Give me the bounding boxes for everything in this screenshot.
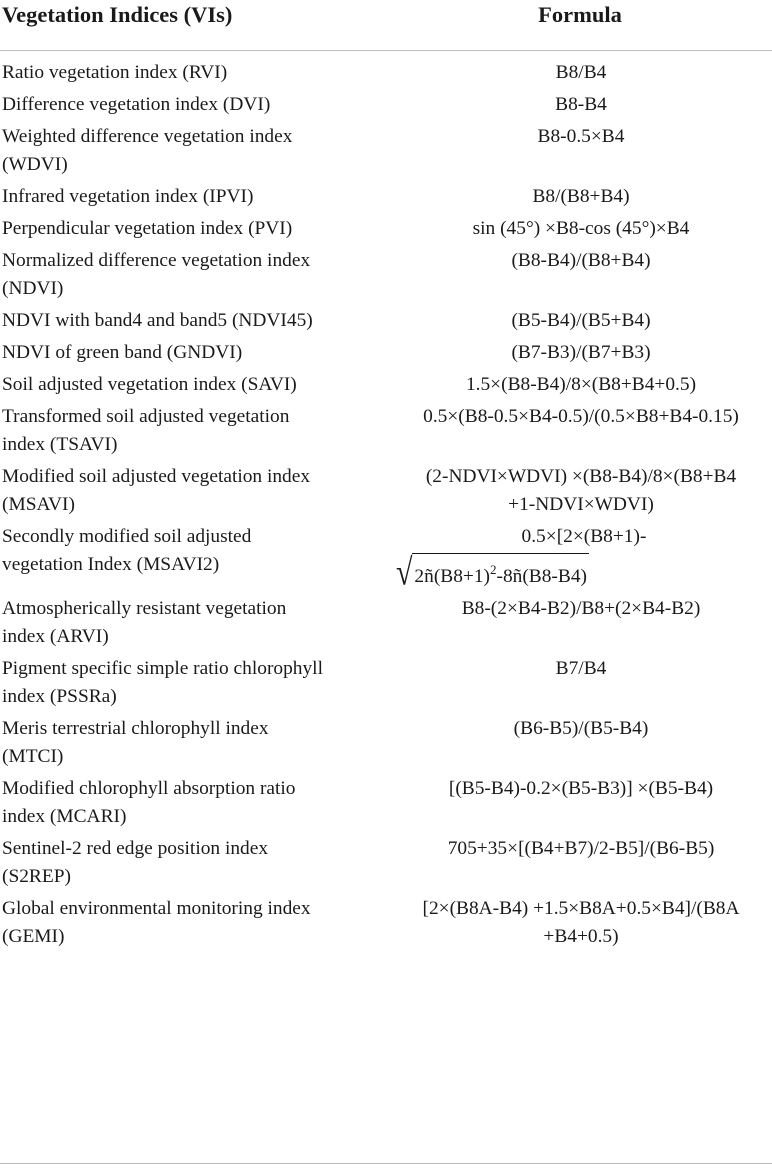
table-body bbox=[0, 51, 772, 951]
vi-name-line2: index (TSAVI) bbox=[2, 434, 118, 455]
vi-name: Ratio vegetation index (RVI) bbox=[2, 62, 228, 83]
table-row-pssra bbox=[0, 655, 772, 711]
vi-name-line1: Normalized difference vegetation index bbox=[2, 250, 311, 271]
table-bottom-rule bbox=[0, 1163, 772, 1164]
table-row-gndvi bbox=[0, 339, 772, 367]
vi-name-line2: (S2REP) bbox=[2, 866, 71, 887]
table-header bbox=[0, 0, 772, 51]
vi-name: Soil adjusted vegetation index (SAVI) bbox=[2, 374, 297, 395]
vi-name bbox=[0, 403, 390, 459]
table-row-wdvi bbox=[0, 123, 772, 179]
vi-formula: B8-B4 bbox=[555, 94, 607, 115]
table-row-rvi bbox=[0, 59, 772, 87]
table-row-arvi bbox=[0, 595, 772, 651]
vi-formula: (B7-B3)/(B7+B3) bbox=[511, 342, 651, 363]
vi-name bbox=[0, 775, 390, 831]
table-row-s2rep bbox=[0, 835, 772, 891]
vi-name-line2: (NDVI) bbox=[2, 278, 64, 299]
radicand bbox=[412, 553, 589, 591]
vi-formula-line1: 0.5×[2×(B8+1)- bbox=[521, 526, 647, 547]
table-row-savi bbox=[0, 371, 772, 399]
vi-name-line1: Secondly modified soil adjusted bbox=[2, 526, 252, 547]
vi-name: NDVI of green band (GNDVI) bbox=[2, 342, 243, 363]
vi-formula-line2: +B4+0.5) bbox=[543, 926, 619, 947]
vi-formula: (B5-B4)/(B5+B4) bbox=[511, 310, 651, 331]
vi-name-line1: Modified soil adjusted vegetation index bbox=[2, 466, 311, 487]
vi-formula: B8-(2×B4-B2)/B8+(2×B4-B2) bbox=[461, 598, 701, 619]
vi-name-line2: (WDVI) bbox=[2, 154, 68, 175]
radicand-part-a: 2ñ(B8+1) bbox=[414, 566, 490, 587]
vi-formula: 1.5×(B8-B4)/8×(B8+B4+0.5) bbox=[465, 374, 697, 395]
vi-name-line1: Pigment specific simple ratio chlorophyll bbox=[2, 658, 323, 679]
vi-name-line1: Sentinel-2 red edge position index bbox=[2, 838, 269, 859]
table-row-dvi bbox=[0, 91, 772, 119]
table-row-mcari bbox=[0, 775, 772, 831]
vi-formula: (B8-B4)/(B8+B4) bbox=[511, 250, 651, 271]
vi-formula: B8-0.5×B4 bbox=[537, 126, 625, 147]
table-row-mtci bbox=[0, 715, 772, 771]
vi-name: Difference vegetation index (DVI) bbox=[2, 94, 271, 115]
vi-name-line2: index (MCARI) bbox=[2, 806, 127, 827]
vi-formula: 0.5×(B8-0.5×B4-0.5)/(0.5×B8+B4-0.15) bbox=[423, 406, 739, 427]
vi-formula-line2: +1-NDVI×WDVI) bbox=[508, 494, 654, 515]
vi-name-line1: Weighted difference vegetation index bbox=[2, 126, 293, 147]
vi-name bbox=[0, 595, 390, 651]
vi-formula bbox=[390, 463, 772, 519]
vi-formula: sin (45°) ×B8-cos (45°)×B4 bbox=[472, 218, 690, 239]
vi-formula: [(B5-B4)-0.2×(B5-B3)] ×(B5-B4) bbox=[448, 778, 714, 799]
vi-name bbox=[0, 123, 390, 179]
vi-formula-radical bbox=[396, 551, 772, 591]
vi-name bbox=[0, 463, 390, 519]
header-vegetation-indices: Vegetation Indices (VIs) bbox=[2, 2, 233, 27]
vi-formula: 705+35×[(B4+B7)/2-B5]/(B6-B5) bbox=[447, 838, 715, 859]
vi-name: NDVI with band4 and band5 (NDVI45) bbox=[2, 310, 313, 331]
table-row-pvi bbox=[0, 215, 772, 243]
superscript: 2 bbox=[490, 562, 497, 577]
table-row-gemi bbox=[0, 895, 772, 951]
vi-name-line2: (MSAVI) bbox=[2, 494, 75, 515]
vi-name-line2: index (ARVI) bbox=[2, 626, 109, 647]
sqrt-symbol: √ bbox=[395, 551, 413, 593]
vi-name: Perpendicular vegetation index (PVI) bbox=[2, 218, 293, 239]
table-row-msavi2 bbox=[0, 523, 772, 591]
vi-formula bbox=[390, 895, 772, 951]
vi-name bbox=[0, 655, 390, 711]
vi-formula: (B6-B5)/(B5-B4) bbox=[513, 718, 649, 739]
vi-name bbox=[0, 895, 390, 951]
vi-name-line1: Atmospherically resistant vegetation bbox=[2, 598, 287, 619]
table-row-tsavi bbox=[0, 403, 772, 459]
table-row-ndvi bbox=[0, 247, 772, 303]
vi-formula: B7/B4 bbox=[555, 658, 607, 679]
table-row-ipvi bbox=[0, 183, 772, 211]
vi-name bbox=[0, 835, 390, 891]
header-formula: Formula bbox=[538, 2, 622, 27]
vi-name-line1: Meris terrestrial chlorophyll index bbox=[2, 718, 269, 739]
vi-name-line2: (GEMI) bbox=[2, 926, 65, 947]
vi-formula: B8/(B8+B4) bbox=[532, 186, 630, 207]
table-row-ndvi45 bbox=[0, 307, 772, 335]
vi-name-line1: Transformed soil adjusted vegetation bbox=[2, 406, 290, 427]
table-row-msavi bbox=[0, 463, 772, 519]
vi-name-line1: Global environmental monitoring index bbox=[2, 898, 311, 919]
vi-name bbox=[0, 715, 390, 771]
vi-formula-line1: (2-NDVI×WDVI) ×(B8-B4)/8×(B8+B4 bbox=[425, 466, 737, 487]
vi-formula-line1: [2×(B8A-B4) +1.5×B8A+0.5×B4]/(B8A bbox=[422, 898, 740, 919]
vi-name: Infrared vegetation index (IPVI) bbox=[2, 186, 254, 207]
radicand-part-b: -8ñ(B8-B4) bbox=[496, 566, 587, 587]
vi-name-line2: index (PSSRa) bbox=[2, 686, 117, 707]
vi-name bbox=[0, 523, 384, 591]
vi-name-line2: (MTCI) bbox=[2, 746, 64, 767]
vi-formula: B8/B4 bbox=[555, 62, 607, 83]
vi-name bbox=[0, 247, 390, 303]
vi-formula bbox=[384, 523, 772, 591]
vi-name-line1: Modified chlorophyll absorption ratio bbox=[2, 778, 296, 799]
vi-name-line2: vegetation Index (MSAVI2) bbox=[2, 554, 220, 575]
